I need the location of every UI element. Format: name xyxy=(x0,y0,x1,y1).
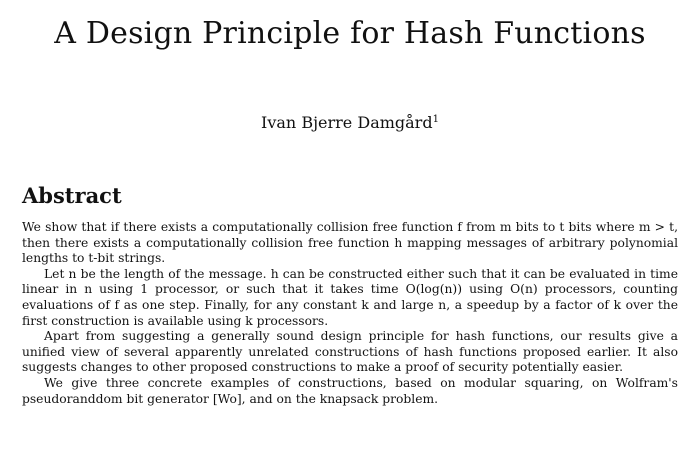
author-footnote-mark: 1 xyxy=(432,114,439,125)
abstract-paragraph-1: We show that if there exists a computationally collision free function f from m bits to t bits where m > t, then there exists a computationally collision free function h mapping messages of arbitrary polynomial lengths to t-bit strings. xyxy=(22,220,678,266)
paper-title: A Design Principle for Hash Functions xyxy=(54,16,646,51)
author-line xyxy=(0,111,700,135)
abstract-paragraph-4: We give three concrete examples of constructions, based on modular squaring, on Wolfram's pseudoranddom bit generator [Wo], and on the knapsack problem. xyxy=(22,375,678,406)
abstract-paragraph-3: Apart from suggesting a generally sound design principle for hash functions, our results give a unified view of several apparently unrelated constructions of hash functions proposed earlier. It also suggests changes to other proposed constructions to make a proof of security potentially easier. xyxy=(22,329,678,375)
abstract-paragraph-2: Let n be the length of the message. h can be constructed either such that it can be evaluated in time linear in n using 1 processor, or such that it takes time O(log(n)) using O(n) processors, counting evaluations of f as one step. Finally, for any constant k and large n, a speedup by a factor of k over the first construction is available using k processors. xyxy=(22,266,678,328)
author-name: Ivan Bjerre Damgård xyxy=(261,113,433,132)
abstract-body xyxy=(22,220,678,407)
abstract-heading: Abstract xyxy=(22,183,122,208)
